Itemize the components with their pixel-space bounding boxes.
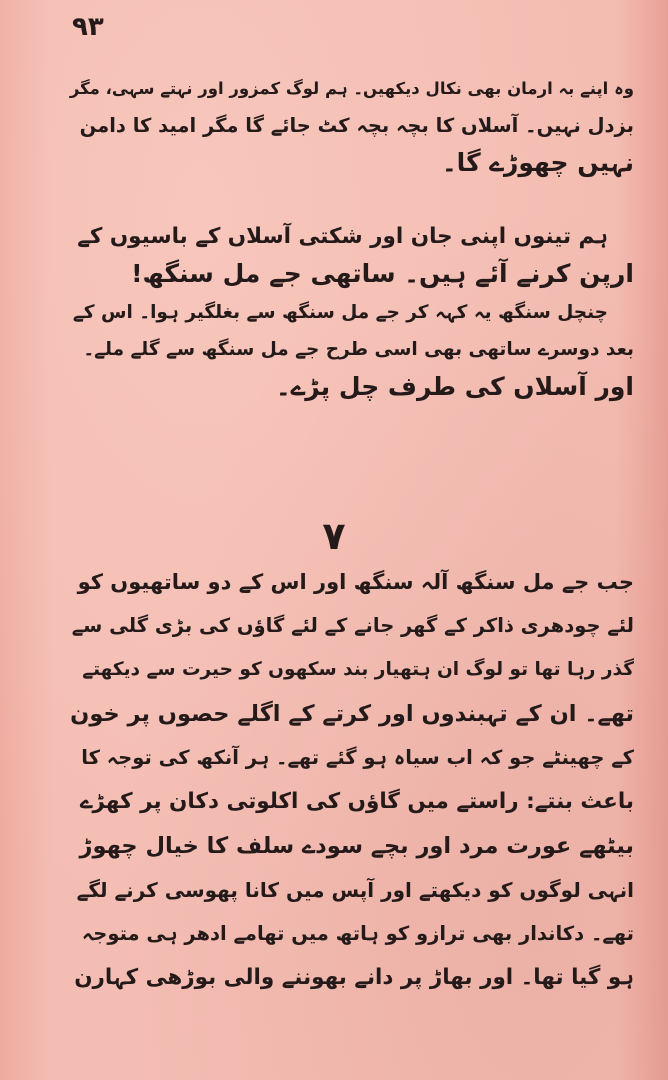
text-line: انہی لوگوں کو دیکھتے اور آپس میں کانا پھوسی کرنے لگے [76,878,634,902]
text-line: گذر رہا تھا تو لوگ ان ہتھیار بند سکھوں کو حیرت سے دیکھتے [82,659,634,680]
chapter-number: ۷ [322,514,346,558]
text-line: ہو گیا تھا۔ اور بھاڑ پر دانے بھوننے والی بوڑھی کہارن [74,965,634,990]
paragraph-1 [70,70,634,181]
text-line: وہ اپنے بہ ارمان بھی نکال دیکھیں۔ ہم لوگ کمزور اور نہتے سہی، مگر [69,79,634,98]
chapter-paragraph [70,560,634,1000]
paragraph-2 [70,218,634,292]
text-line: بیٹھے عورت مرد اور بچے سودے سلف کا خیال چھوڑ [79,833,634,859]
text-line: ہم تینوں اپنی جان اور شکتی آسلاں کے باسیوں کے [77,224,608,249]
text-line: کے چھینٹے جو کہ اب سیاہ ہو گئے تھے۔ ہر آنکھ کی توجہ کا [81,746,634,769]
text-line: چنچل سنگھ یہ کہہ کر جے مل سنگھ سے بغلگیر ہوا۔ اس کے [72,302,608,323]
text-line: بعد دوسرے ساتھی بھی اسی طرح جے مل سنگھ سے گلے ملے۔ [83,339,634,360]
text-line: تھے۔ دکاندار بھی ترازو کو ہاتھ میں تھامے ادھر ہی متوجہ [81,922,634,945]
text-line: تھے۔ ان کے تہبندوں اور کرتے کے اگلے حصوں پر خون [70,701,634,727]
text-line: باعث بنتے: راستے میں گاؤں کی اکلوتی دکان پر کھڑے [79,789,634,814]
paragraph-3 [70,294,634,405]
page-number: ۹۳ [72,12,104,42]
text-line: اور آسلاں کی طرف چل پڑے۔ [275,372,634,401]
text-line: لئے چودھری ذاکر کے گھر جانے کے لئے گاؤں کی بڑی گلی سے [71,614,634,637]
text-line: ارپن کرنے آئے ہیں۔ ساتھی جے مل سنگھ! [131,259,634,288]
text-line: بزدل نہیں۔ آسلاں کا بچہ بچہ کٹ جائے گا مگر امید کا دامن [79,114,634,137]
text-line: جب جے مل سنگھ آلہ سنگھ اور اس کے دو ساتھیوں کو [77,570,634,594]
text-line: نہیں چھوڑے گا۔ [442,148,634,177]
